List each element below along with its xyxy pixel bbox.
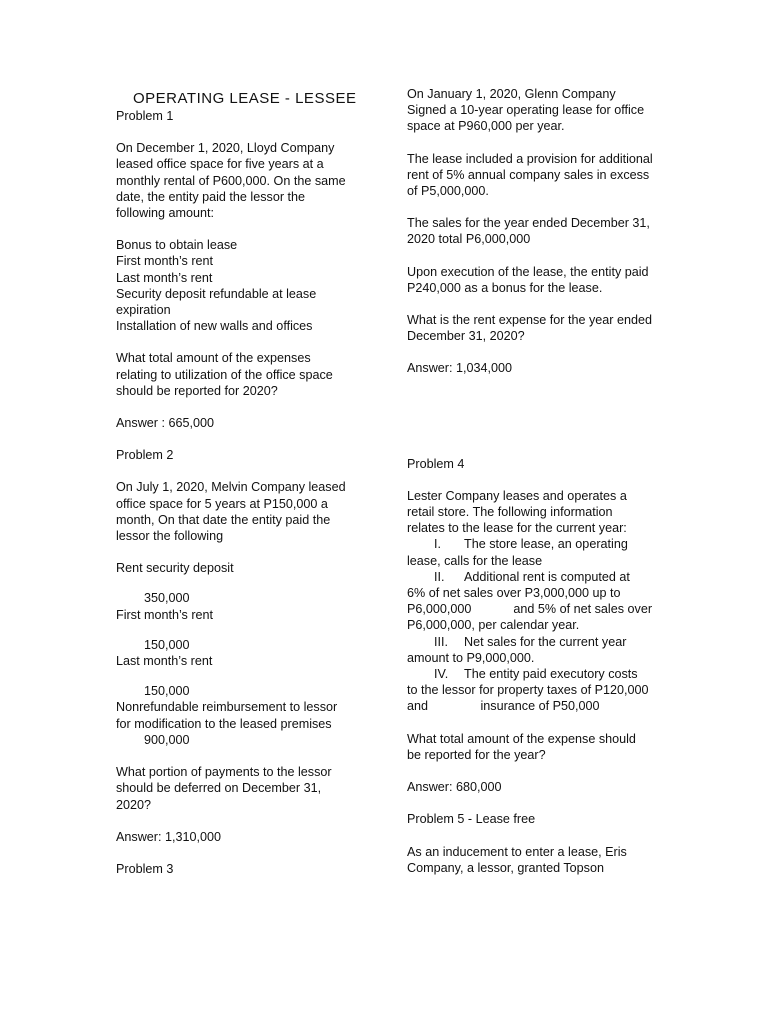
list-item [407,666,653,682]
problem-3-text-1: On January 1, 2020, Glenn Company Signed a 10-year operating lease for office space at P960,000 per year. [407,87,645,134]
problem-2-heading: Problem 2 [116,448,174,463]
problem-1-items [116,237,354,334]
problem-3-text-3: The sales for the year ended December 31, 2020 total P6,000,000 [407,216,650,247]
list-item: First month’s rent [116,254,214,269]
problem-1-heading: Problem 1 [116,109,174,123]
problem-4-question: What total amount of the expense should be reported for the year? [407,731,636,762]
problem-4-text: Lester Company leases and operates a retail store. The following information relates to the lease for the current year: [407,488,627,536]
list-item-number: IV. [434,667,449,682]
problem-3-text-2: The lease included a provision for additional rent of 5% annual company sales in excess of P5,000,000. [407,151,653,199]
list-item-label: Last month’s rent [116,654,213,669]
list-item-amount: 350,000 [144,591,190,606]
list-item-amount: 150,000 [144,637,190,652]
problem-1-text: On December 1, 2020, Lloyd Company leased office space for five years at a monthly rental of P600,000. On the same date, the entity paid the lessor the following amount: [116,141,346,221]
list-item-first: Net sales for the current year [464,634,627,649]
list-item: Last month’s rent [116,270,213,285]
list-item-rest: 6% of net sales over P3,000,000 up to P6,000,000 and 5% of net sales over P6,000,000, per calendar year. [407,586,656,633]
list-item-label: Nonrefundable reimbursement to lessor for modification to the leased premises [116,700,338,731]
problem-4-answer: Answer: 680,000 [407,780,502,795]
list-item-label: Rent security deposit [116,561,234,576]
list-item-rest: amount to P9,000,000. [407,650,535,665]
left-column [116,86,354,877]
right-column [407,86,656,876]
page-title: OPERATING LEASE - LESSEE [133,90,357,107]
problem-4-heading: Problem 4 [407,456,465,471]
list-item-number: I. [434,537,441,552]
list-item: Security deposit refundable at lease expiration [116,286,317,318]
problem-3-answer: Answer: 1,034,000 [407,361,513,376]
list-item: Bonus to obtain lease [116,238,238,253]
problem-2-answer: Answer: 1,310,000 [116,829,222,844]
list-item: Installation of new walls and offices [116,319,313,334]
list-item-rest: to the lessor for property taxes of P120,000 and insurance of P50,000 [407,683,653,714]
list-item-label: First month’s rent [116,607,214,622]
problem-2-text: On July 1, 2020, Melvin Company leased office space for 5 years at P150,000 a month, On that date the entity paid the lessor the following [116,480,346,544]
list-item-number: II. [434,569,445,584]
problem-3-text-4: Upon execution of the lease, the entity paid P240,000 as a bonus for the lease. [407,264,649,295]
list-item [407,536,653,552]
list-item-amount: 150,000 [144,684,190,699]
list-item-rest: lease, calls for the lease [407,553,543,568]
list-item [407,569,653,585]
problem-5-text: As an inducement to enter a lease, Eris Company, a lessor, granted Topson [407,844,627,875]
list-item-amount: 900,000 [144,732,190,747]
list-item-first: The entity paid executory costs [464,667,638,682]
problem-1-answer: Answer : 665,000 [116,416,215,431]
list-item [407,634,653,650]
problem-3-heading: Problem 3 [116,861,174,876]
problem-2-question: What portion of payments to the lessor should be deferred on December 31, 2020? [116,765,332,812]
problem-5-heading: Problem 5 - Lease free [407,812,536,827]
problem-1-question: What total amount of the expenses relating to utilization of the office space should be reported for 2020? [116,351,333,398]
problem-4-items [407,536,656,714]
list-item-first: The store lease, an operating [464,537,628,552]
list-item-number: III. [434,634,448,649]
list-item-first: Additional rent is computed at [464,569,630,584]
problem-3-question: What is the rent expense for the year ended December 31, 2020? [407,313,653,344]
